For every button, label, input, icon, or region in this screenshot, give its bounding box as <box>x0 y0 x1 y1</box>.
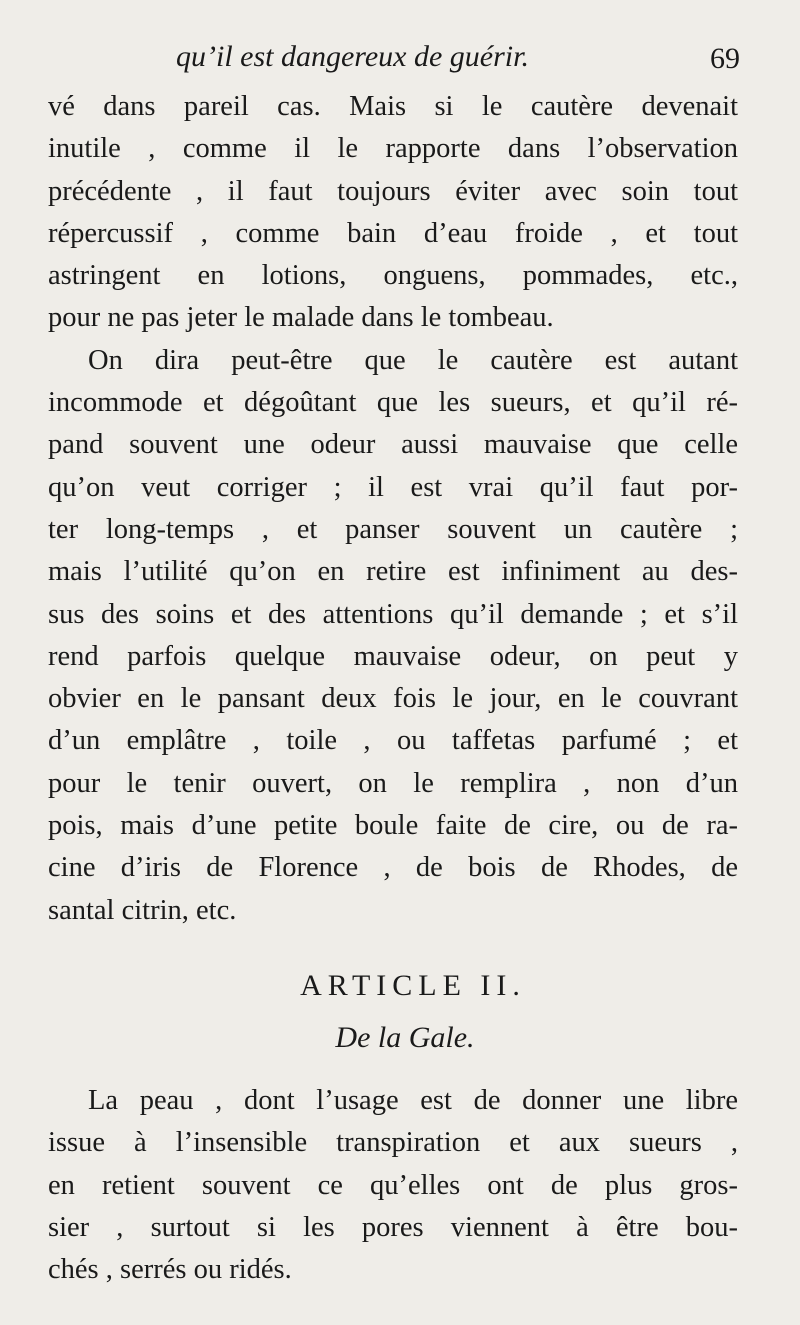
text-line: pand souvent une odeur aussi mauvaise que celle <box>48 429 738 461</box>
paragraph-continued <box>48 86 738 340</box>
text-line: précédente , il faut toujours éviter avec soin tout <box>48 175 738 207</box>
text-line: santal citrin, etc. <box>48 894 237 926</box>
text-line: rend parfois quelque mauvaise odeur, on peut y <box>48 640 738 672</box>
text-line: On dira peut-être que le cautère est autant <box>88 344 738 376</box>
article-heading: ARTICLE II. <box>300 968 526 1002</box>
text-line: inutile , comme il le rapporte dans l’observation <box>48 133 738 165</box>
paragraph-cautere <box>48 340 738 932</box>
running-head: qu’il est dangereux de guérir. <box>176 40 529 73</box>
text-line: incommode et dégoûtant que les sueurs, et qu’il ré- <box>48 387 738 419</box>
text-line: ter long-temps , et panser souvent un cautère ; <box>48 513 738 545</box>
text-line: sier , surtout si les pores viennent à être bou- <box>48 1211 738 1243</box>
section-title: De la Gale. <box>335 1020 475 1054</box>
text-line: obvier en le pansant deux fois le jour, en le couvrant <box>48 683 738 715</box>
text-line: pour ne pas jeter le malade dans le tombeau. <box>48 302 554 334</box>
text-line: mais l’utilité qu’on en retire est infiniment au des- <box>48 556 738 588</box>
text-line: La peau , dont l’usage est de donner une libre <box>88 1084 738 1116</box>
text-line: en retient souvent ce qu’elles ont de plus gros- <box>48 1169 738 1201</box>
page-number: 69 <box>710 42 740 75</box>
text-line: issue à l’insensible transpiration et aux sueurs , <box>48 1127 738 1159</box>
paragraph-gale <box>48 1080 738 1291</box>
text-line: vé dans pareil cas. Mais si le cautère devenait <box>48 91 738 122</box>
text-line: qu’on veut corriger ; il est vrai qu’il faut por- <box>48 471 738 503</box>
text-line: sus des soins et des attentions qu’il demande ; et s’il <box>48 598 738 630</box>
body-text <box>48 86 738 1291</box>
text-line: chés , serrés ou ridés. <box>48 1254 292 1286</box>
text-line: pois, mais d’une petite boule faite de cire, ou de ra- <box>48 810 738 842</box>
page-header <box>48 40 740 84</box>
text-line: cine d’iris de Florence , de bois de Rhodes, de <box>48 852 738 884</box>
text-line: astringent en lotions, onguens, pommades, etc., <box>48 260 738 292</box>
text-line: répercussif , comme bain d’eau froide , et tout <box>48 217 738 249</box>
text-line: pour le tenir ouvert, on le remplira , non d’un <box>48 767 738 799</box>
text-line: d’un emplâtre , toile , ou taffetas parfumé ; et <box>48 725 738 757</box>
